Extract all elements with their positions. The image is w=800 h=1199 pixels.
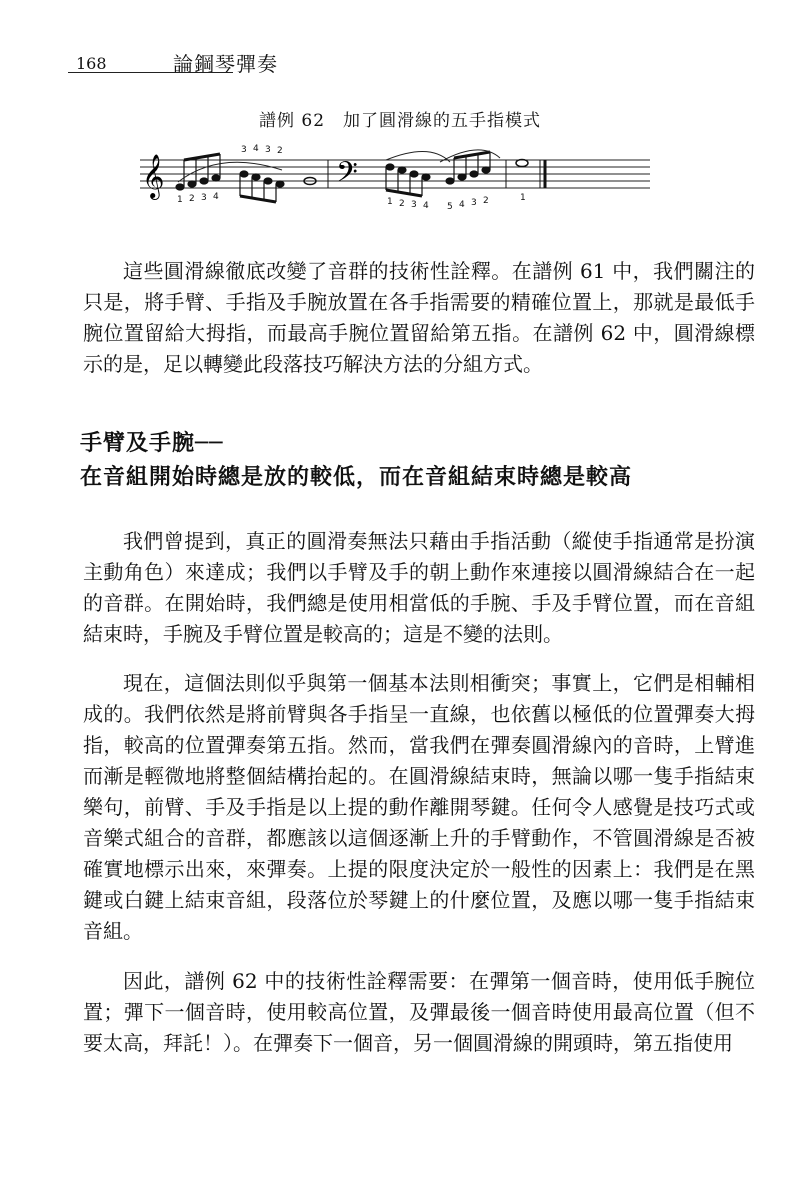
- paragraph-principle: 現在，這個法則似乎與第一個基本法則相衝突；事實上，它們是相輔相成的。我們依然是將前臂與各手指呈一直線，也依舊以極低的位置彈奏大拇指，較高的位置彈奏第五指。然而，當我們在彈奏圓滑線內的音時，上臂進而漸是輕微地將整個結構抬起的。在圓滑線結束時，無論以哪一隻手指結束樂句，前臂、手及手指是以上提的動作離開琴鍵。任何令人感覺是技巧式或音樂式組合的音群，都應該以這個逐漸上升的手臂動作，不管圓滑線是否被確實地標示出來，來彈奏。上提的限度決定於一般性的因素上：我們是在黑鍵或白鍵上結束音組，段落位於琴鍵上的什麼位置，及應以哪一隻手指結束音組。: [83, 671, 755, 943]
- fingering-number: 1: [387, 197, 393, 207]
- fingering-number: 3: [411, 200, 417, 210]
- fingering-number: 3: [201, 193, 207, 203]
- example-caption: 譜例 62 加了圓滑線的五手指模式: [258, 111, 542, 131]
- header-rule: [68, 72, 233, 73]
- paragraph-intro: 這些圓滑線徹底改變了音群的技術性詮釋。在譜例 61 中，我們關注的只是，將手臂、手指及手腕放置在各手指需要的精確位置上，那就是最低手腕位置留給大拇指，而最高手腕位置留給第五指。在譜例 62 中，圓滑線標示的是，足以轉變此段落技巧解決方法的分組方式。: [83, 259, 755, 376]
- bass-clef-icon: 𝄢: [336, 156, 358, 196]
- treble-clef-icon: 𝄞: [142, 154, 165, 198]
- fingering-number: 4: [213, 192, 219, 202]
- fingering-number: 3: [241, 145, 247, 155]
- music-example-62: [140, 140, 660, 210]
- section-subheading: 在音組開始時總是放的較低，而在音組結束時總是較高: [80, 464, 633, 490]
- fingering-number: 4: [459, 200, 465, 210]
- running-header: [68, 40, 758, 74]
- paragraph-conclusion: 因此，譜例 62 中的技術性詮釋需要：在彈第一個音時，使用低手腕位置；彈下一個音時，使用較高位置，及彈最後一個音時使用最高位置（但不要太高，拜託！）。在彈奏下一個音，另一個圓滑線的開頭時，第五指使用: [83, 969, 755, 1055]
- fingering-number: 2: [189, 194, 195, 204]
- fingering-number: 3: [265, 145, 271, 155]
- book-title: 論鋼琴彈奏: [173, 52, 278, 76]
- fingering-number: 1: [520, 193, 526, 203]
- fingering-number: 1: [177, 195, 183, 205]
- music-staff: [140, 140, 660, 210]
- fingering-number: 4: [423, 201, 429, 210]
- fingering-number: 2: [483, 196, 489, 206]
- fingering-number: 2: [399, 199, 405, 209]
- section-heading: 手臂及手腕──: [80, 430, 224, 456]
- page-number: 168: [76, 54, 107, 73]
- fingering-number: 3: [471, 198, 477, 208]
- fingering-number: 5: [447, 202, 453, 210]
- fingering-number: 2: [277, 146, 283, 156]
- paragraph-legato: 我們曾提到，真正的圓滑奏無法只藉由手指活動（縱使手指通常是扮演主動角色）來達成；我們以手臂及手的朝上動作來連接以圓滑線結合在一起的音群。在開始時，我們總是使用相當低的手腕、手及手臂位置，而在音組結束時，手腕及手臂位置是較高的；這是不變的法則。: [83, 529, 755, 646]
- fingering-number: 4: [253, 144, 259, 154]
